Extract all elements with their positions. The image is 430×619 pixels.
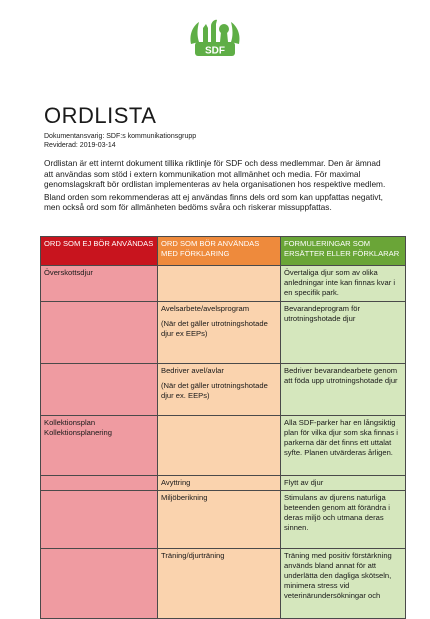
table-row xyxy=(41,476,406,491)
cell-replace: Alla SDF-parker har en långsiktig plan för vilka djur som ska finnas i parkerna där det finns ett uttalat syfte. Planen utvärderas årligen. xyxy=(281,416,406,476)
cell-use-note: (När det gäller utrotningshotade djur ex EEPs) xyxy=(161,319,268,338)
cell-use-note: (När det gäller utrotningshotade djur ex. EEPs) xyxy=(161,381,268,400)
cell-use: Miljöberikning xyxy=(158,491,281,549)
cell-avoid xyxy=(41,364,158,416)
table-row xyxy=(41,549,406,619)
cell-replace: Bevarandeprogram för utrotningshotade djur xyxy=(281,302,406,364)
logo-text: SDF xyxy=(205,45,225,57)
cell-avoid xyxy=(41,549,158,619)
cell-avoid-term: Kollektionsplan xyxy=(44,418,96,427)
header-avoid: ORD SOM EJ BÖR ANVÄNDAS xyxy=(41,237,158,266)
header-use-with-explanation: ORD SOM BÖR ANVÄNDAS MED FÖRKLARING xyxy=(158,237,281,266)
document-meta xyxy=(44,132,196,150)
intro-paragraph-1: Ordlistan är ett internt dokument tillika riktlinje för SDF och dess medlemmar. Den är ämnad att användas som stöd i extern kommunikation mot allmänhet och media. För maximal genomslagskraft bör ordlistan implementeras av hela organisationen hos respektive medlem. xyxy=(44,158,386,190)
glossary-table xyxy=(40,236,406,619)
cell-use xyxy=(158,364,281,416)
cell-avoid xyxy=(41,416,158,476)
table-header-row xyxy=(41,237,406,266)
header-replacement: FORMULERINGAR SOM ERSÄTTER ELLER FÖRKLARAR xyxy=(281,237,406,266)
table-row xyxy=(41,416,406,476)
cell-use: Träning/djurträning xyxy=(158,549,281,619)
document-owner: Dokumentansvarig: SDF:s kommunikationsgrupp xyxy=(44,133,197,140)
revision-date: Reviderad: 2019-03-14 xyxy=(44,142,116,149)
table-row xyxy=(41,302,406,364)
cell-use-term: Avelsarbete/avelsprogram xyxy=(161,304,250,313)
cell-replace: Flytt av djur xyxy=(281,476,406,491)
cell-replace: Träning med positiv förstärkning används bland annat för att underlätta den dagliga skötseln, minimera stress vid veterinärundersökningar och xyxy=(281,549,406,619)
cell-avoid xyxy=(41,491,158,549)
table-row xyxy=(41,364,406,416)
cell-avoid xyxy=(41,302,158,364)
intro-paragraph-2: Bland orden som rekommenderas att ej användas finns dels ord som kan uppfattas negativt, men också ord som för allmänheten bedöms svåra och riskerar missuppfattas. xyxy=(44,191,383,213)
table-row xyxy=(41,491,406,549)
sdf-logo xyxy=(183,14,247,64)
cell-replace: Bedriver bevarandearbete genom att föda upp utrotningshotade djur xyxy=(281,364,406,416)
cell-replace: Stimulans av djurens naturliga beteenden genom att förändra i deras miljö och utmana deras sinnen. xyxy=(281,491,406,549)
document-title: ORDLISTA xyxy=(44,103,157,128)
cell-use xyxy=(158,416,281,476)
cell-use: Avyttring xyxy=(158,476,281,491)
cell-use-term: Bedriver avel/avlar xyxy=(161,366,224,375)
cell-avoid xyxy=(41,476,158,491)
cell-replace: Övertaliga djur som av olika anledningar inte kan finnas kvar i en specifik park. xyxy=(281,266,406,302)
cell-use xyxy=(158,302,281,364)
table-row xyxy=(41,266,406,302)
cell-use xyxy=(158,266,281,302)
intro-text xyxy=(44,158,389,215)
cell-avoid: Överskottsdjur xyxy=(41,266,158,302)
cell-avoid-term-2: Kollektionsplanering xyxy=(44,428,112,437)
